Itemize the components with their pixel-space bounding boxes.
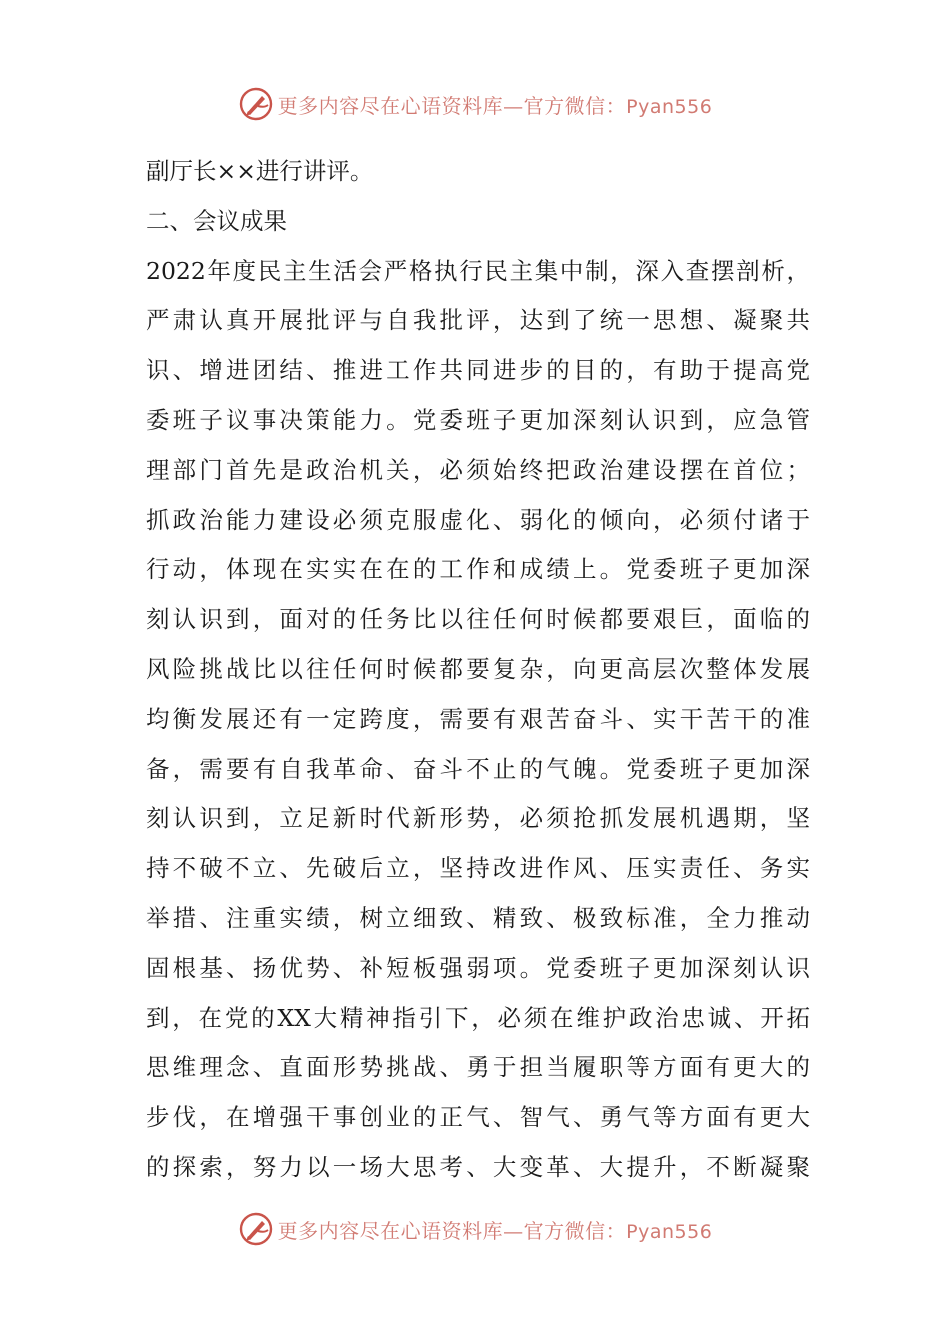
- banner-wechat-id: Pyan556: [626, 95, 713, 118]
- text-line: 副厅长××进行讲评。: [146, 157, 374, 185]
- text-line: 抓政治能力建设必须克服虚化、弱化的倾向，必须付诸于: [146, 505, 810, 534]
- banner-wechat-label: 官方微信：: [523, 93, 627, 118]
- banner-wechat-id: Pyan556: [626, 1220, 713, 1243]
- text-line: 备，需要有自我革命、奋斗不止的气魄。党委班子更加深: [146, 754, 810, 783]
- text-line: 理部门首先是政治机关，必须始终把政治建设摆在首位；: [146, 455, 810, 484]
- text-line: 刻认识到，面对的任务比以往任何时候都要艰巨，面临的: [146, 605, 810, 634]
- text-line: 思维理念、直面形势挑战、勇于担当履职等方面有更大的: [146, 1053, 810, 1082]
- text-line: 2022年度民主生活会严格执行民主集中制，深入查摆剖析，: [146, 256, 810, 285]
- text-line: 步伐，在增强干事创业的正气、智气、勇气等方面有更大: [146, 1103, 810, 1132]
- banner-text: [278, 1215, 713, 1244]
- text-line: 持不破不立、先破后立，坚持改进作风、压实责任、务实: [146, 854, 810, 883]
- text-line: 严肃认真开展批评与自我批评，达到了统一思想、凝聚共: [146, 306, 810, 335]
- text-line: 到，在党的XX大精神指引下，必须在维护政治忠诚、开拓: [146, 1003, 810, 1032]
- banner-wechat-label: 官方微信：: [523, 1218, 627, 1243]
- section-heading: 二、会议成果: [146, 206, 287, 235]
- text-line: 识、增进团结、推进工作共同进步的目的，有助于提高党: [146, 356, 810, 385]
- text-line: 风险挑战比以往任何时候都要复杂，向更高层次整体发展: [146, 654, 810, 683]
- pen-logo-icon: [238, 1211, 274, 1247]
- text-line: 均衡发展还有一定跨度，需要有艰苦奋斗、实干苦干的准: [146, 704, 810, 733]
- text-line: 的探索，努力以一场大思考、大变革、大提升，不断凝聚: [146, 1152, 810, 1181]
- header-banner: [0, 84, 950, 124]
- pen-logo-icon: [238, 86, 274, 122]
- text-line: 举措、注重实绩，树立细致、精致、极致标准，全力推动: [146, 903, 810, 932]
- text-line: 行动，体现在实实在在的工作和成绩上。党委班子更加深: [146, 555, 810, 584]
- banner-site-text: 更多内容尽在心语资料库—: [277, 93, 524, 118]
- banner-text: [278, 90, 713, 119]
- document-body: [146, 147, 810, 1193]
- banner-site-text: 更多内容尽在心语资料库—: [277, 1218, 524, 1243]
- text-line: 刻认识到，立足新时代新形势，必须抢抓发展机遇期，坚: [146, 804, 810, 833]
- text-line: 固根基、扬优势、补短板强弱项。党委班子更加深刻认识: [146, 953, 810, 982]
- footer-banner: [0, 1209, 950, 1249]
- text-line: 委班子议事决策能力。党委班子更加深刻认识到，应急管: [146, 405, 810, 434]
